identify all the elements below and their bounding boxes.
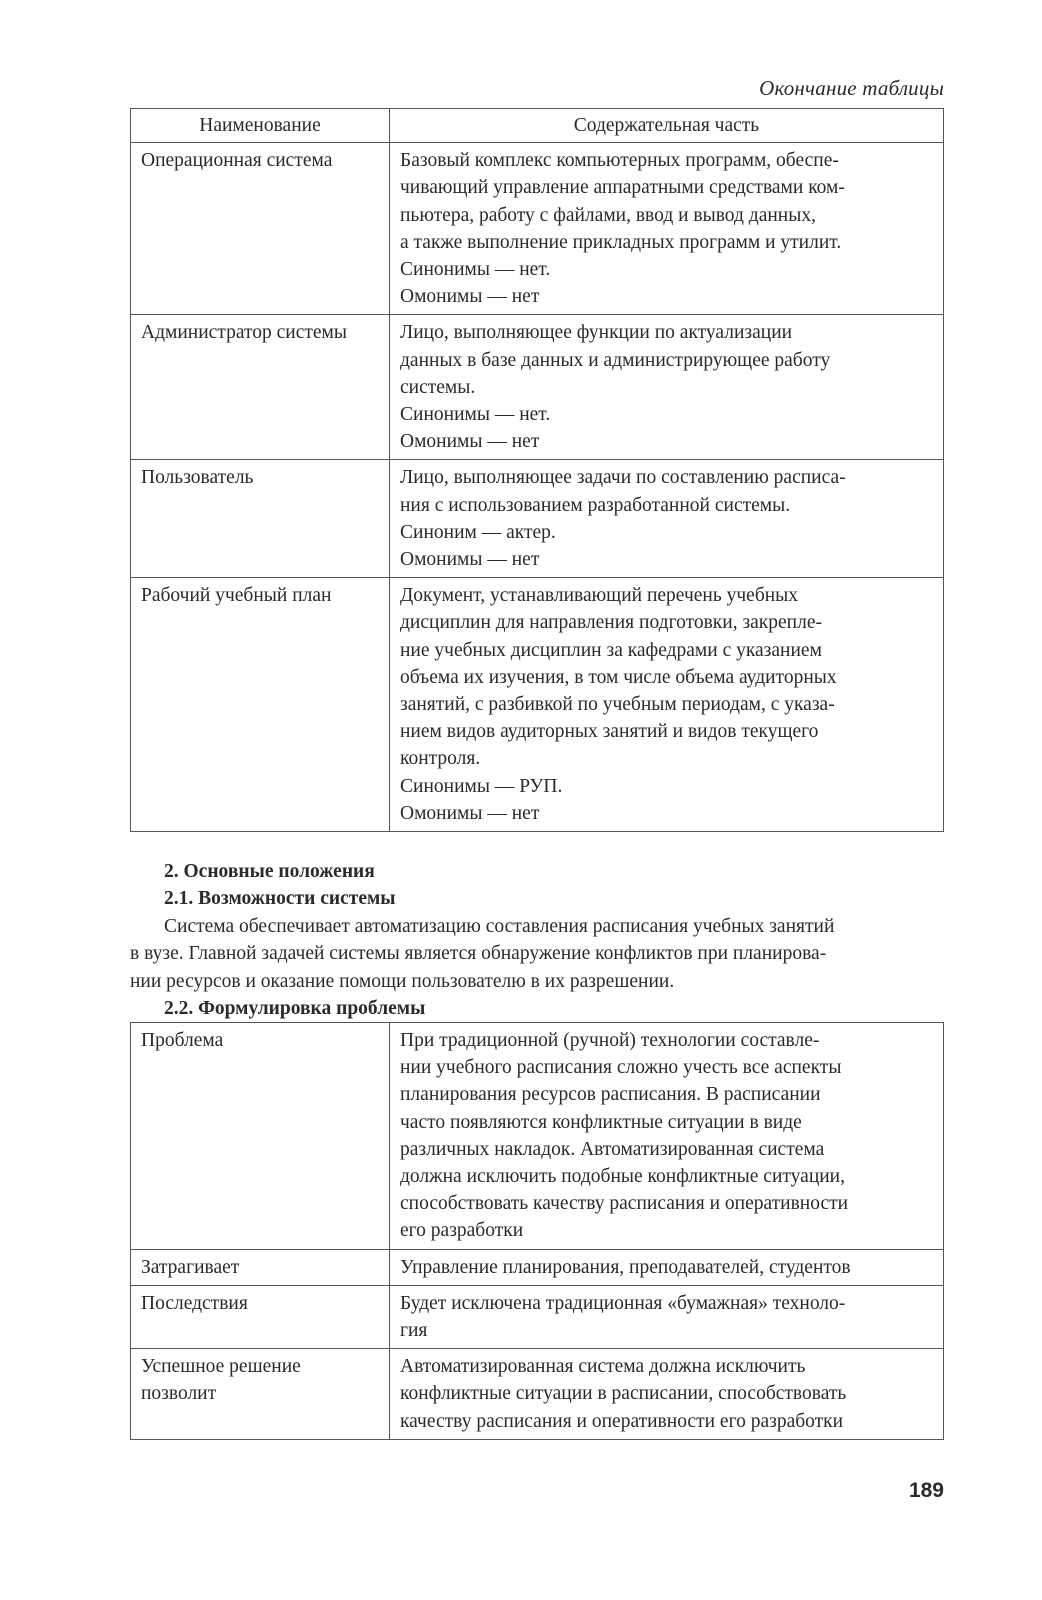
description-line: чивающий управление аппаратными средствами ком-: [400, 177, 845, 199]
description-line: Лицо, выполняющее задачи по составлению расписа-: [400, 467, 846, 489]
term-cell: [131, 315, 390, 460]
description-line: системы.: [400, 376, 476, 398]
table-row: [131, 1285, 944, 1348]
description-line: часто появляются конфликтные ситуации в виде: [400, 1111, 802, 1133]
description-line: нием видов аудиторных занятий и видов текущего: [400, 721, 819, 743]
description-line: качеству расписания и оперативности его разработки: [400, 1410, 844, 1432]
table-row: [131, 460, 944, 578]
problem-table-body: [131, 1023, 944, 1440]
description-line: данных в базе данных и администрирующее работу: [400, 349, 831, 371]
description-line: Автоматизированная система должна исключить: [400, 1356, 806, 1378]
description-cell: [390, 1023, 944, 1250]
description-line: нии учебного расписания сложно учесть все аспекты: [400, 1057, 842, 1079]
description-line: контроля.: [400, 748, 481, 770]
term-text: Администратор системы: [141, 322, 347, 344]
term-text: позволит: [141, 1383, 217, 1405]
paragraph-line: в вузе. Главной задачей системы является обнаружение конфликтов при планирова-: [130, 943, 827, 965]
term-cell: [131, 1349, 390, 1440]
term-cell: [131, 1285, 390, 1348]
table-row: [131, 315, 944, 460]
table-row: [131, 1349, 944, 1440]
header-name: Наименование: [131, 109, 390, 143]
term-cell: [131, 1023, 390, 1250]
description-line: а также выполнение прикладных программ и утилит.: [400, 231, 842, 253]
description-line: различных накладок. Автоматизированная система: [400, 1138, 825, 1160]
term-cell: [131, 143, 390, 315]
table-row: [131, 1023, 944, 1250]
description-line: гия: [400, 1320, 428, 1342]
term-cell: [131, 578, 390, 832]
description-line: Синонимы — нет.: [400, 404, 551, 426]
term-cell: [131, 1249, 390, 1285]
problem-statement-table: [130, 1022, 944, 1440]
description-cell: [390, 1349, 944, 1440]
term-cell: [131, 460, 390, 578]
description-line: планирования ресурсов расписания. В расписании: [400, 1084, 821, 1106]
heading-problem-statement: 2.2. Формулировка проблемы: [164, 998, 426, 1020]
description-line: занятий, с разбивкой по учебным периодам, с указа-: [400, 694, 835, 716]
heading-main-provisions: 2. Основные положения: [164, 861, 375, 882]
term-text: Успешное решение: [141, 1356, 301, 1378]
description-cell: [390, 1285, 944, 1348]
description-cell: [390, 315, 944, 460]
description-line: ния с использованием разработанной системы.: [400, 494, 791, 516]
description-line: должна исключить подобные конфликтные ситуации,: [400, 1166, 845, 1188]
term-text: Затрагивает: [141, 1256, 240, 1278]
table-row: [131, 578, 944, 832]
table-continuation-caption: Окончание таблицы: [759, 76, 944, 100]
paragraph-line: нии ресурсов и оказание помощи пользователю в их разрешении.: [130, 970, 675, 992]
description-cell: [390, 578, 944, 832]
description-line: Будет исключена традиционная «бумажная» техноло-: [400, 1292, 846, 1314]
description-line: Синонимы — РУП.: [400, 775, 563, 797]
description-line: Синоним — актер.: [400, 521, 556, 543]
table-row: [131, 143, 944, 315]
description-line: Омонимы — нет: [400, 802, 540, 824]
description-line: объема их изучения, в том числе объема аудиторных: [400, 666, 837, 688]
description-line: пьютера, работу с файлами, ввод и вывод данных,: [400, 204, 816, 226]
term-text: Проблема: [141, 1030, 224, 1051]
term-text: Рабочий учебный план: [141, 585, 332, 607]
description-line: Синонимы — нет.: [400, 259, 551, 281]
description-cell: [390, 1249, 944, 1285]
page-number: 189: [908, 1479, 944, 1502]
description-line: конфликтные ситуации в расписании, способствовать: [400, 1383, 847, 1405]
description-line: способствовать качеству расписания и оперативности: [400, 1193, 849, 1215]
description-line: Документ, устанавливающий перечень учебных: [400, 585, 799, 607]
heading-system-capabilities: 2.1. Возможности системы: [164, 888, 396, 910]
description-line: При традиционной (ручной) технологии составле-: [400, 1030, 820, 1051]
description-cell: [390, 460, 944, 578]
table-row: [131, 1249, 944, 1285]
description-line: его разработки: [400, 1220, 524, 1242]
term-text: Операционная система: [141, 150, 333, 172]
description-line: ние учебных дисциплин за кафедрами с указанием: [400, 639, 822, 661]
glossary-table: [130, 108, 944, 832]
description-line: Омонимы — нет: [400, 286, 540, 308]
term-text: Последствия: [141, 1292, 248, 1314]
description-cell: [390, 143, 944, 315]
header-content: Содержательная часть: [390, 109, 944, 143]
description-line: Базовый комплекс компьютерных программ, обеспе-: [400, 150, 839, 172]
table-header-row: [131, 109, 944, 143]
description-line: дисциплин для направления подготовки, закрепле-: [400, 612, 823, 634]
description-line: Управление планирования, преподавателей, студентов: [400, 1256, 851, 1278]
term-text: Пользователь: [141, 467, 254, 489]
paragraph-line: Система обеспечивает автоматизацию составления расписания учебных занятий: [164, 915, 835, 937]
section-main-provisions: [130, 858, 944, 1022]
glossary-table-body: [131, 143, 944, 832]
description-line: Омонимы — нет: [400, 431, 540, 453]
description-line: Омонимы — нет: [400, 549, 540, 571]
description-line: Лицо, выполняющее функции по актуализации: [400, 322, 793, 344]
